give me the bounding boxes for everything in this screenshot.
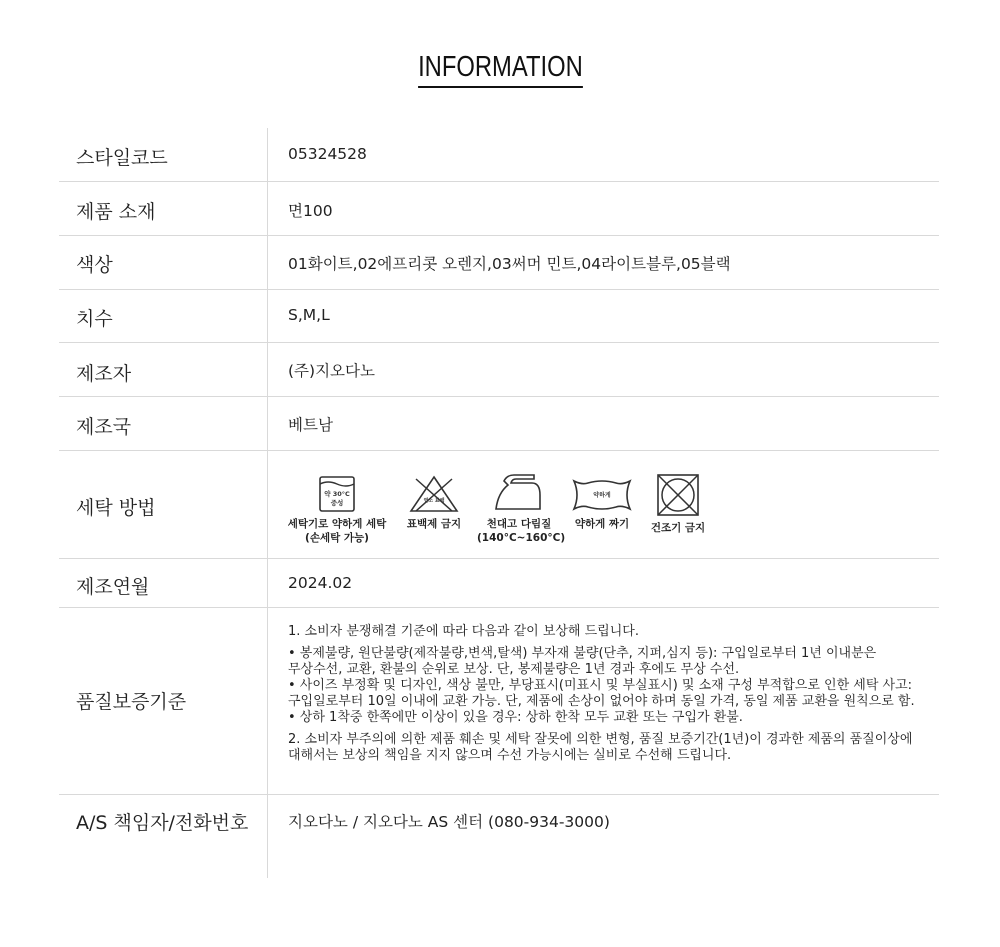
- wring-inner-text: 약하게: [593, 492, 611, 499]
- care-bleach: [401, 475, 467, 531]
- iron-icon: [494, 471, 544, 513]
- row-label: 색상: [76, 254, 113, 276]
- care-caption: 세탁기로 약하게 세탁: [287, 518, 387, 530]
- row-style-code: [59, 128, 939, 182]
- row-label: 제조국: [76, 416, 132, 438]
- care-caption: 천대고 다림질: [486, 518, 552, 530]
- quality-line: • 사이즈 부정확 및 디자인, 색상 불만, 부당표시(미표시 및 부실표시) 및 소재 구성 부적합으로 인한 세탁 사고:: [288, 678, 913, 693]
- care-caption-sub: (손세탁 가능): [305, 532, 369, 544]
- care-dry: [645, 473, 711, 535]
- care-caption: 표백제 금지: [406, 518, 462, 530]
- care-iron: [477, 471, 566, 545]
- quality-line: 대해서는 보상의 책임을 지지 않으며 수선 가능시에는 실비로 수선해 드립니다.: [288, 748, 732, 763]
- row-color: [59, 236, 939, 290]
- no-bleach-icon: [409, 475, 459, 513]
- row-value: 01화이트,02에프리콧 오렌지,03써머 민트,04라이트블루,05블랙: [288, 255, 731, 273]
- care-wring: [569, 477, 635, 531]
- quality-line: 1. 소비자 분쟁해결 기준에 따라 다음과 같이 보상해 드립니다.: [288, 624, 639, 639]
- row-quality: [59, 608, 939, 795]
- row-maker: [59, 343, 939, 397]
- row-as-contact: [59, 795, 939, 878]
- quality-line: 2. 소비자 부주의에 의한 제품 훼손 및 세탁 잘못에 의한 변형, 품질 보증기간(1년)이 경과한 제품의 품질이상에: [288, 732, 913, 747]
- bleach-inner-text: 염소 표백: [423, 498, 445, 504]
- row-label: 세탁 방법: [76, 497, 156, 519]
- row-material: [59, 182, 939, 236]
- row-value: 면100: [288, 202, 333, 220]
- care-icons: [287, 469, 727, 551]
- quality-line: • 봉제불량, 원단불량(제작불량,변색,탈색) 부자재 불량(단추, 지퍼,심지 등): 구입일로부터 1년 이내분은: [288, 646, 877, 661]
- care-caption-sub: (140°C~160°C): [477, 532, 566, 544]
- quality-text: [288, 624, 938, 764]
- quality-line: • 상하 1착중 한쪽에만 이상이 있을 경우: 상하 한착 모두 교환 또는 구입가 환불.: [288, 710, 743, 725]
- row-country: [59, 397, 939, 451]
- row-value: S,M,L: [288, 306, 330, 324]
- row-label: 스타일코드: [76, 147, 168, 169]
- row-date: [59, 559, 939, 608]
- page-title: INFORMATION: [418, 50, 583, 88]
- row-label: A/S 책임자/전화번호: [76, 812, 249, 834]
- row-value: (주)지오다노: [288, 362, 375, 380]
- row-label: 제조연월: [76, 576, 150, 598]
- page-title-wrap: [0, 50, 1000, 88]
- row-size: [59, 290, 939, 343]
- row-care: [59, 451, 939, 559]
- gentle-wring-icon: [572, 477, 632, 513]
- row-label: 제품 소재: [76, 201, 156, 223]
- care-wash: [285, 475, 389, 545]
- row-value: 지오다노 / 지오다노 AS 센터 (080-934-3000): [288, 813, 610, 831]
- quality-line: 구입일로부터 10일 이내에 교환 가능. 단, 제품에 손상이 없어야 하며 동일 가격, 동일 제품 교환을 원칙으로 함.: [288, 694, 915, 709]
- hand-wash-30c-icon: [318, 475, 356, 513]
- care-caption: 약하게 짜기: [574, 518, 630, 530]
- wash-temp-text: 약 30°C: [324, 490, 350, 498]
- no-tumble-dry-icon: [656, 473, 700, 517]
- row-label: 품질보증기준: [76, 691, 187, 713]
- wash-neutral-text: 중성: [330, 499, 344, 507]
- row-label: 치수: [76, 308, 113, 330]
- row-value: 베트남: [288, 416, 333, 434]
- row-value: 2024.02: [288, 574, 353, 592]
- row-label: 제조자: [76, 363, 132, 385]
- quality-line: 무상수선, 교환, 환불의 순위로 보상. 단, 봉제불량은 1년 경과 후에도 무상 수선.: [288, 662, 740, 677]
- care-caption: 건조기 금지: [650, 522, 706, 534]
- info-table: [59, 128, 939, 878]
- row-value: 05324528: [288, 145, 367, 163]
